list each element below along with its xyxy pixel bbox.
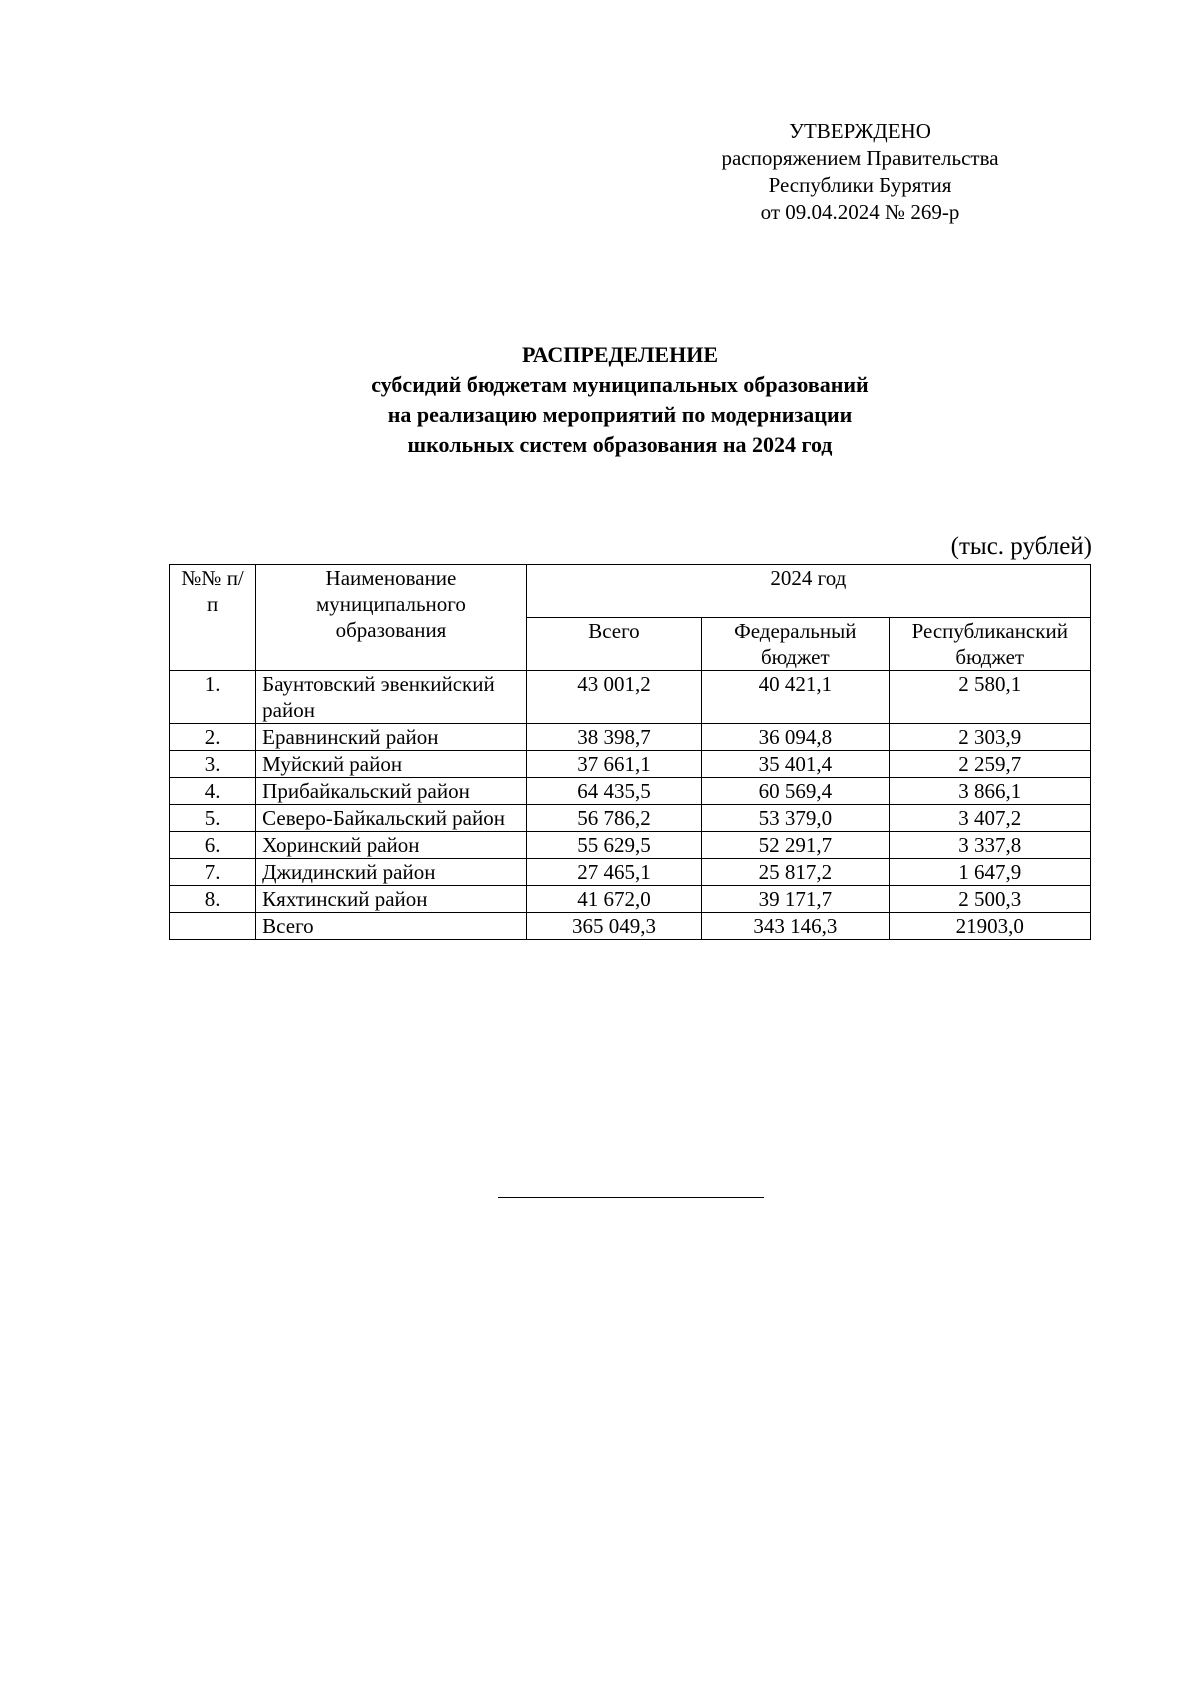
units-label: (тыс. рублей)	[950, 533, 1092, 560]
end-rule	[498, 1197, 764, 1198]
cell-republic: 2 500,3	[889, 886, 1090, 913]
cell-total: 56 786,2	[526, 805, 701, 832]
header-federal: Федеральный бюджет	[702, 618, 889, 671]
cell-name: Джидинский район	[256, 859, 527, 886]
cell-total: 43 001,2	[526, 671, 701, 724]
cell-federal: 25 817,2	[702, 859, 889, 886]
cell-name: Прибайкальский район	[256, 778, 527, 805]
table-row	[170, 724, 1091, 751]
approval-line-4: от 09.04.2024 № 269-р	[760, 200, 960, 224]
cell-name: Муйский район	[256, 751, 527, 778]
approval-line-3: Республики Бурятия	[768, 173, 952, 197]
header-row-1	[170, 565, 1091, 618]
title-line-4: школьных систем образования на 2024 год	[407, 432, 833, 457]
cell-name: Северо-Байкальский район	[256, 805, 527, 832]
total-cell-total: 365 049,3	[526, 913, 701, 940]
title-line-2: субсидий бюджетам муниципальных образований	[371, 372, 869, 397]
cell-federal: 36 094,8	[702, 724, 889, 751]
cell-republic: 2 580,1	[889, 671, 1090, 724]
cell-federal: 35 401,4	[702, 751, 889, 778]
cell-num: 4.	[170, 778, 256, 805]
cell-republic: 2 303,9	[889, 724, 1090, 751]
cell-republic: 1 647,9	[889, 859, 1090, 886]
cell-federal: 53 379,0	[702, 805, 889, 832]
cell-total: 38 398,7	[526, 724, 701, 751]
total-cell-name: Всего	[256, 913, 527, 940]
cell-total: 55 629,5	[526, 832, 701, 859]
cell-num: 3.	[170, 751, 256, 778]
cell-name: Кяхтинский район	[256, 886, 527, 913]
totals-row	[170, 913, 1091, 940]
cell-republic: 3 407,2	[889, 805, 1090, 832]
cell-federal: 39 171,7	[702, 886, 889, 913]
cell-federal: 40 421,1	[702, 671, 889, 724]
approval-line-2: распоряжением Правительства	[721, 146, 999, 170]
cell-total: 64 435,5	[526, 778, 701, 805]
header-name: Наименование муниципального образования	[256, 565, 527, 671]
title-line-3: на реализацию мероприятий по модернизации	[387, 402, 853, 427]
header-num: №№ п/п	[170, 565, 256, 671]
table-row	[170, 778, 1091, 805]
cell-num: 6.	[170, 832, 256, 859]
approval-line-1: УТВЕРЖДЕНО	[789, 119, 931, 143]
document-title	[160, 340, 1080, 460]
cell-name: Баунтовский эвенкийский район	[256, 671, 527, 724]
cell-name: Хоринский район	[256, 832, 527, 859]
cell-num: 8.	[170, 886, 256, 913]
cell-total: 27 465,1	[526, 859, 701, 886]
cell-num: 2.	[170, 724, 256, 751]
table-row	[170, 751, 1091, 778]
cell-num: 1.	[170, 671, 256, 724]
table-row	[170, 805, 1091, 832]
header-total: Всего	[526, 618, 701, 671]
cell-republic: 3 337,8	[889, 832, 1090, 859]
cell-name: Еравнинский район	[256, 724, 527, 751]
approval-stamp	[700, 118, 1020, 226]
cell-republic: 2 259,7	[889, 751, 1090, 778]
total-cell-federal: 343 146,3	[702, 913, 889, 940]
total-cell-num	[170, 913, 256, 940]
title-line-1: РАСПРЕДЕЛЕНИЕ	[521, 342, 718, 367]
header-republic: Республиканский бюджет	[889, 618, 1090, 671]
cell-total: 37 661,1	[526, 751, 701, 778]
cell-federal: 60 569,4	[702, 778, 889, 805]
subsidy-table	[169, 564, 1091, 940]
cell-num: 5.	[170, 805, 256, 832]
cell-republic: 3 866,1	[889, 778, 1090, 805]
table-row	[170, 671, 1091, 724]
table-row	[170, 886, 1091, 913]
cell-num: 7.	[170, 859, 256, 886]
table-row	[170, 859, 1091, 886]
header-year: 2024 год	[526, 565, 1090, 618]
table-row	[170, 832, 1091, 859]
cell-federal: 52 291,7	[702, 832, 889, 859]
total-cell-republic: 21903,0	[889, 913, 1090, 940]
cell-total: 41 672,0	[526, 886, 701, 913]
